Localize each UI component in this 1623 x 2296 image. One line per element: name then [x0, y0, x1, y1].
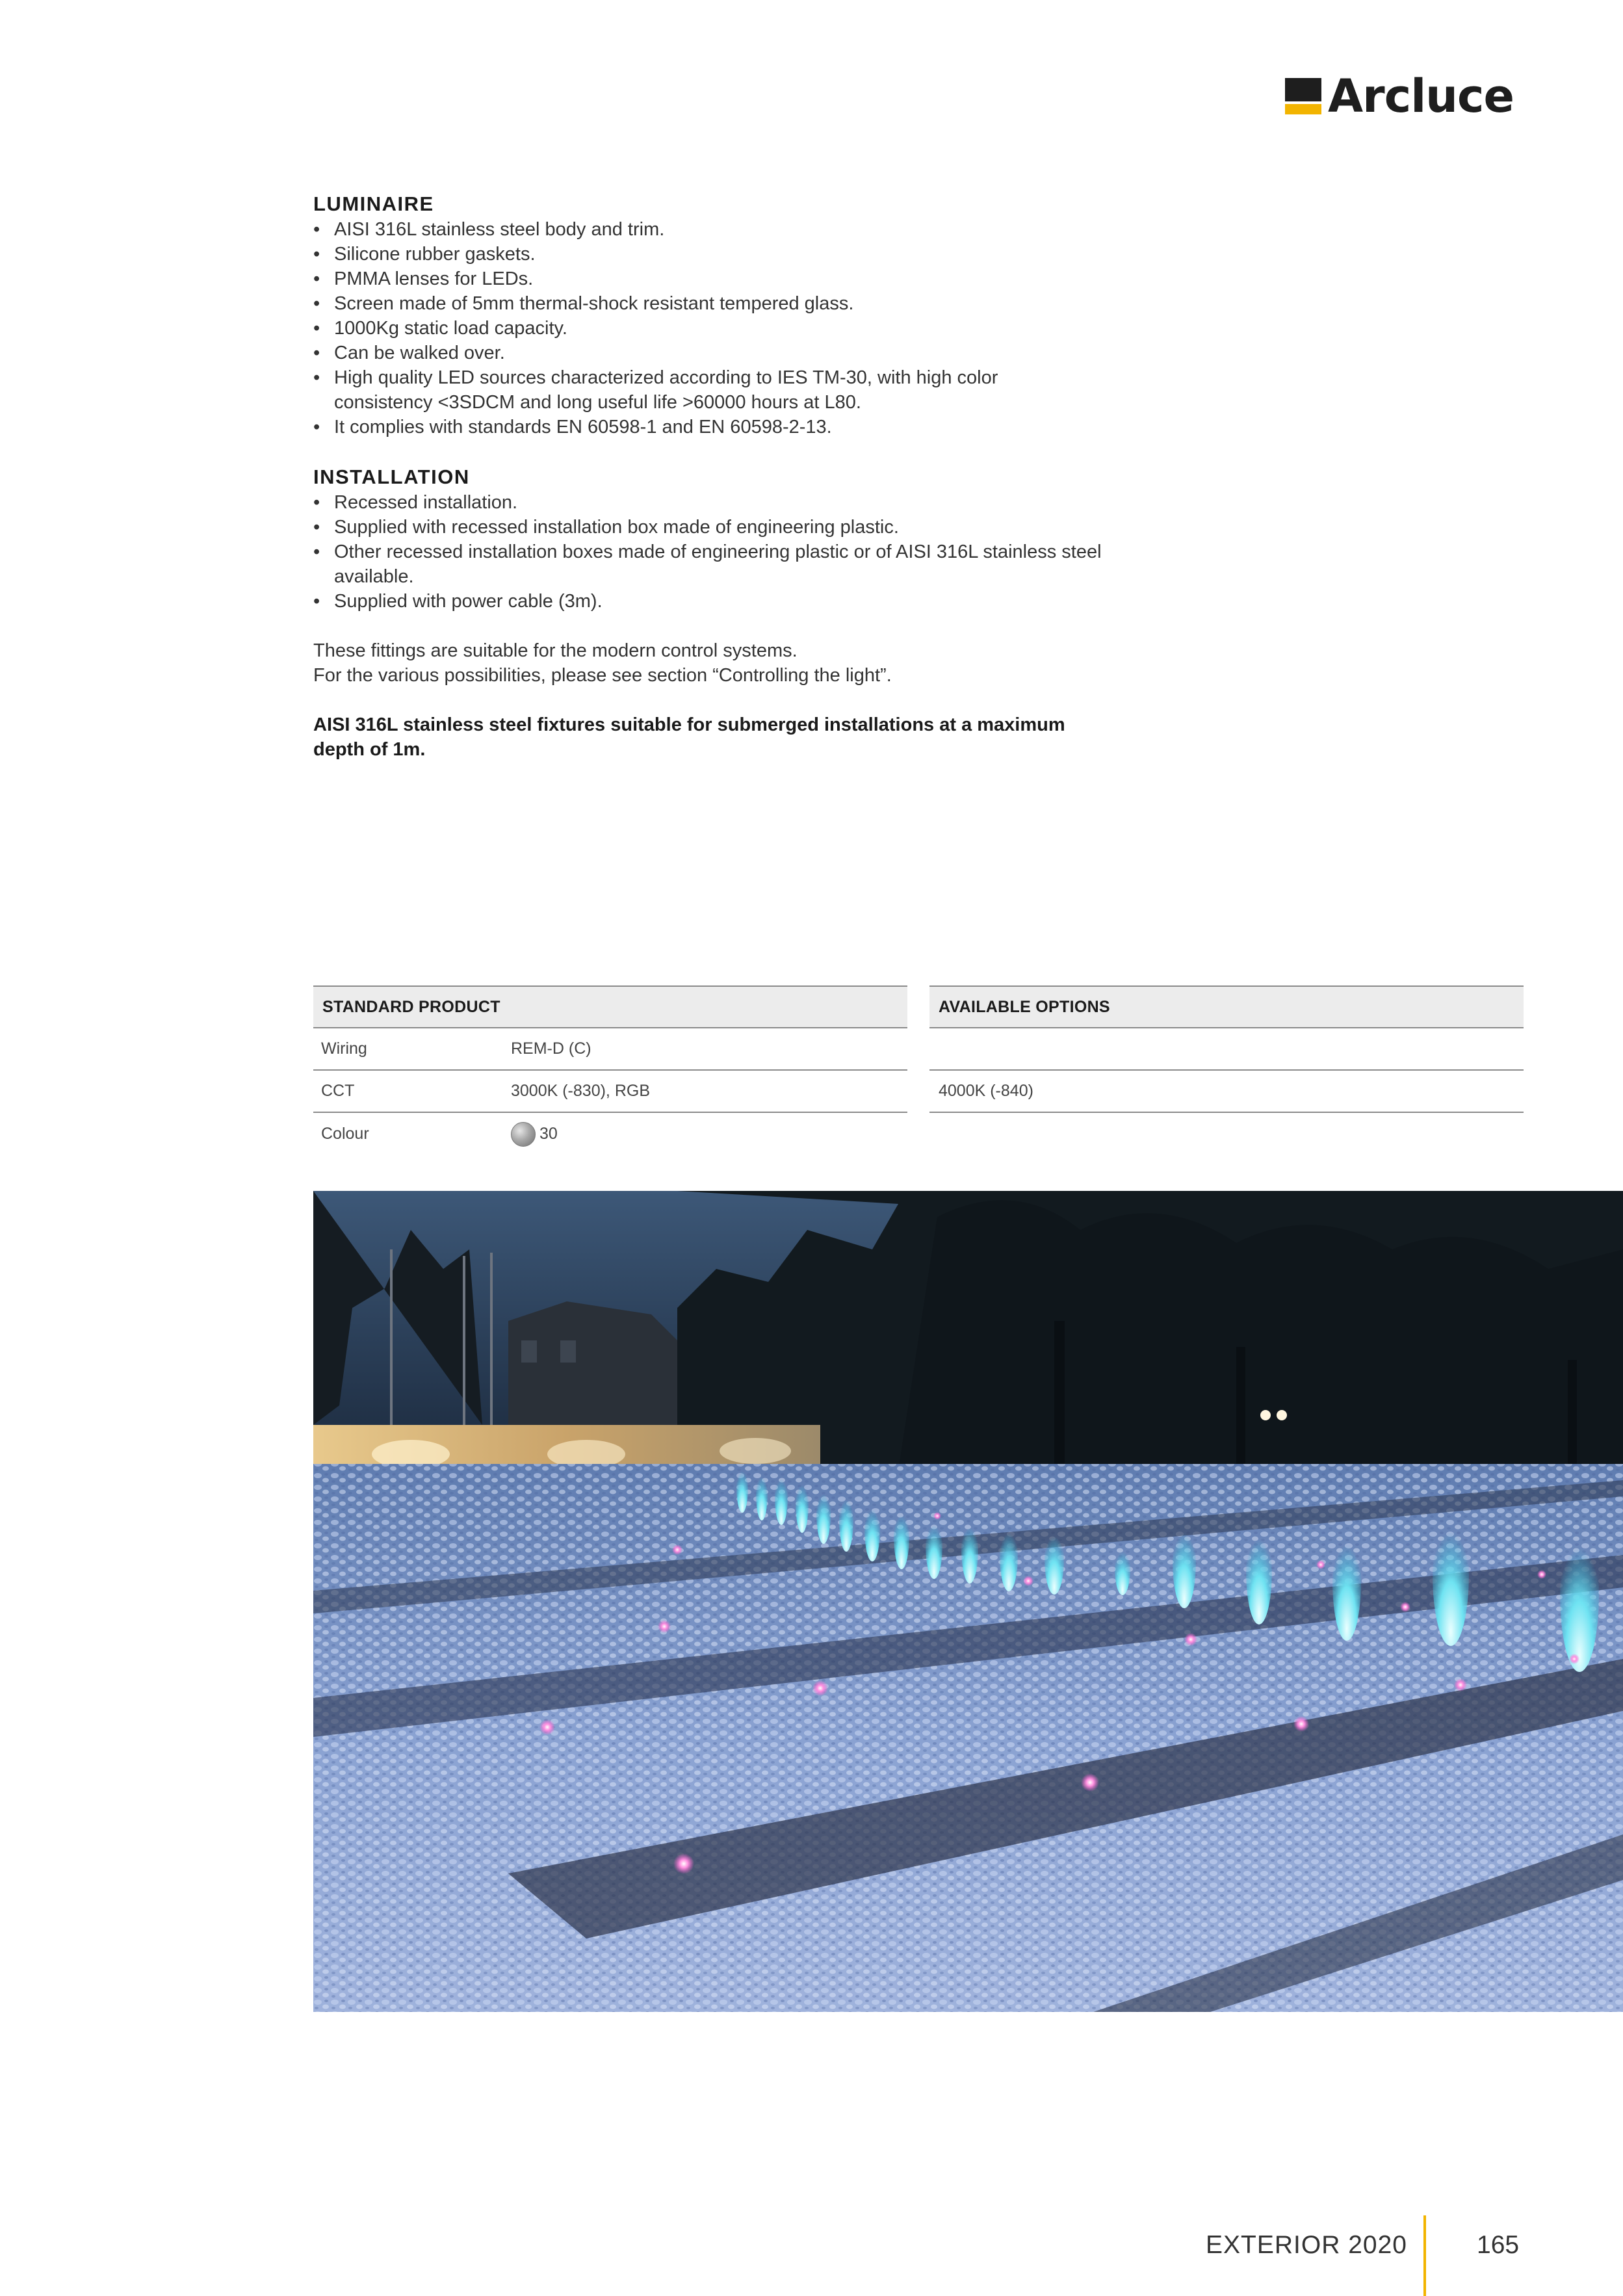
list-item: • Supplied with recessed installation box made of engineering plastic.	[313, 515, 1119, 540]
table-row	[313, 1113, 907, 1155]
standard-product-table	[313, 985, 907, 1155]
installation-heading: INSTALLATION	[313, 465, 470, 488]
product-application-photo	[313, 1191, 1623, 2012]
table-row	[929, 1071, 1524, 1113]
product-description	[313, 191, 1119, 762]
row-value: 4000K (-840)	[939, 1082, 1033, 1100]
installation-list	[313, 490, 1119, 614]
submerged-installation-note: AISI 316L stainless steel fixtures suitable for submerged installations at a maximum depth of 1m.	[313, 714, 1065, 760]
row-value	[511, 1122, 907, 1147]
list-item: • 1000Kg static load capacity.	[313, 316, 1119, 341]
table-header: STANDARD PRODUCT	[313, 985, 907, 1028]
luminaire-heading: LUMINAIRE	[313, 192, 434, 215]
list-item: • It complies with standards EN 60598-1 and EN 60598-2-13.	[313, 415, 1119, 439]
luminaire-list	[313, 217, 1119, 439]
colour-code: 30	[539, 1125, 558, 1143]
footer-divider	[1423, 2215, 1426, 2296]
table-header: AVAILABLE OPTIONS	[929, 985, 1524, 1028]
table-row	[929, 1028, 1524, 1071]
list-item: • AISI 316L stainless steel body and trim.	[313, 217, 1119, 242]
row-value: REM-D (C)	[511, 1039, 591, 1058]
row-label: Wiring	[321, 1039, 367, 1058]
controlling-light-note: For the various possibilities, please see section “Controlling the light”.	[313, 665, 892, 686]
list-item: • Supplied with power cable (3m).	[313, 589, 1119, 614]
list-item: • Recessed installation.	[313, 490, 1119, 515]
row-value: 3000K (-830), RGB	[511, 1082, 650, 1100]
list-item: • Screen made of 5mm thermal-shock resistant tempered glass.	[313, 291, 1119, 316]
colour-swatch-icon	[511, 1122, 536, 1147]
list-item: • High quality LED sources characterized according to IES TM-30, with high color consistency <3SDCM and long useful life >60000 hours at L80.	[313, 365, 1054, 415]
row-label: CCT	[321, 1082, 355, 1100]
brand-name: Arcluce	[1328, 70, 1514, 123]
list-item: • Can be walked over.	[313, 341, 1119, 365]
table-row	[313, 1071, 907, 1113]
section-title: EXTERIOR 2020	[1206, 2231, 1407, 2259]
page-number: 165	[1477, 2231, 1520, 2259]
available-options-table	[929, 985, 1524, 1113]
list-item: • PMMA lenses for LEDs.	[313, 267, 1119, 291]
control-systems-note: These fittings are suitable for the modern control systems.	[313, 640, 798, 661]
logo-mark-icon	[1285, 78, 1321, 114]
table-row	[313, 1028, 907, 1071]
row-label: Colour	[321, 1125, 369, 1143]
brand-logo	[1285, 72, 1514, 121]
list-item: • Other recessed installation boxes made of engineering plastic or of AISI 316L stainless steel available.	[313, 540, 1119, 589]
list-item: • Silicone rubber gaskets.	[313, 242, 1119, 267]
